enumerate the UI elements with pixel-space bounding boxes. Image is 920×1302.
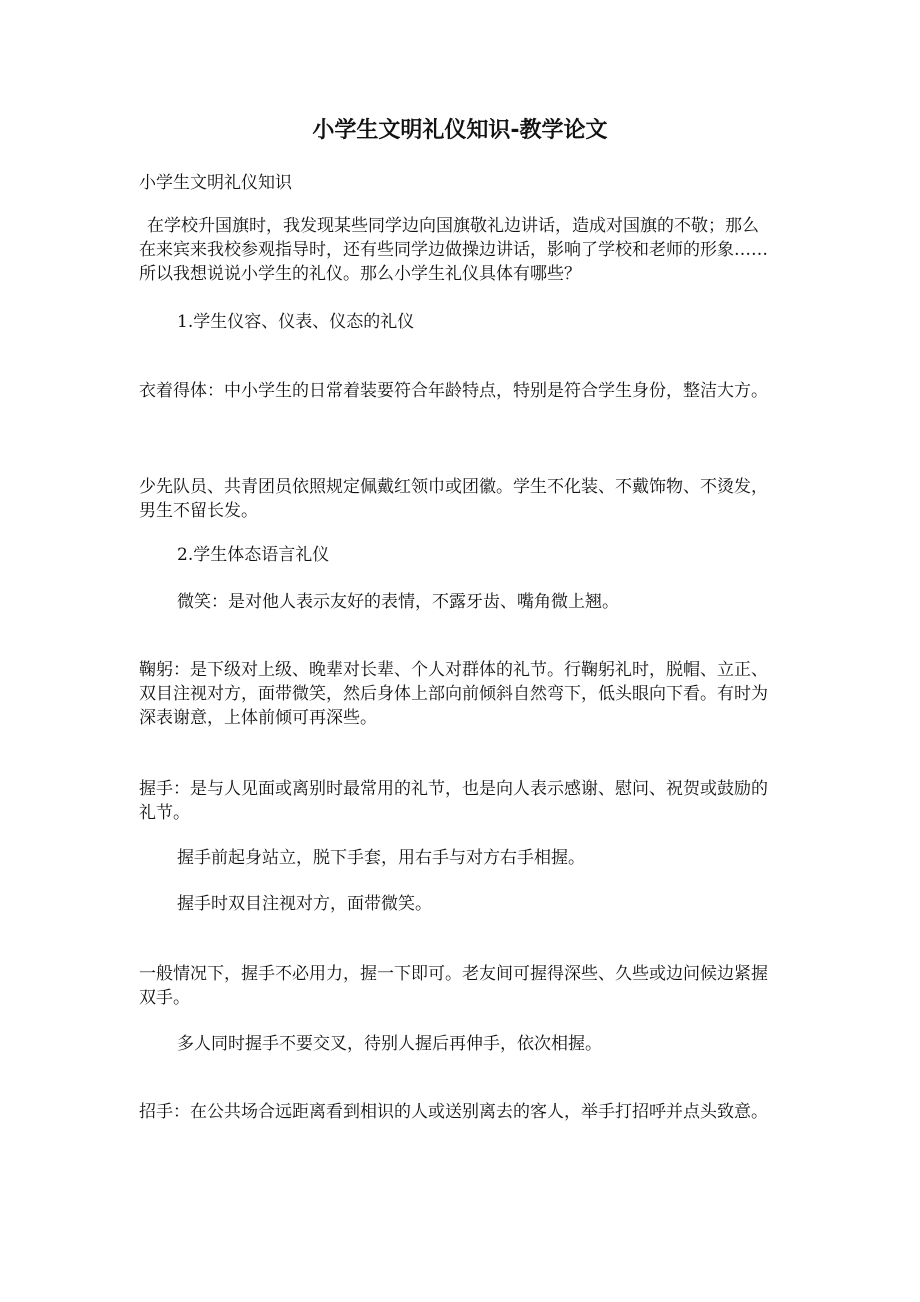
paragraph-bow: 鞠躬：是下级对上级、晚辈对长辈、个人对群体的礼节。行鞠躬礼时，脱帽、立正、双目注视对方，面带微笑，然后身体上部向前倾斜自然弯下，低头眼向下看。有时为深表谢意，上体前倾可再深些。 xyxy=(139,660,768,728)
paragraph-subtitle: 小学生文明礼仪知识 xyxy=(139,173,292,193)
section-heading-appearance: 1.学生仪容、仪表、仪态的礼仪 xyxy=(177,312,415,332)
paragraph-handshake: 握手：是与人见面或离别时最常用的礼节，也是向人表示感谢、慰问、祝贺或鼓励的礼节。 xyxy=(139,779,768,823)
paragraph-scarf: 少先队员、共青团员依照规定佩戴红领巾或团徽。学生不化装、不戴饰物、不烫发，男生不留长发。 xyxy=(139,477,768,521)
paragraph-handshake-eyes: 握手时双目注视对方，面带微笑。 xyxy=(177,894,432,914)
paragraph-intro: 在学校升国旗时，我发现某些同学边向国旗敬礼边讲话，造成对国旗的不敬；那么在来宾来我校参观指导时，还有些同学边做操边讲话，影响了学校和老师的形象……所以我想说说小学生的礼仪。那么小学生礼仪具体有哪些？ xyxy=(139,216,768,284)
section-heading-body-language: 2.学生体态语言礼仪 xyxy=(177,545,330,565)
paragraph-smile: 微笑：是对他人表示友好的表情，不露牙齿、嘴角微上翘。 xyxy=(177,592,619,612)
paragraph-handshake-stand: 握手前起身站立，脱下手套，用右手与对方右手相握。 xyxy=(177,848,585,868)
paragraph-wave: 招手：在公共场合远距离看到相识的人或送别离去的客人，举手打招呼并点头致意。 xyxy=(139,1102,768,1122)
paragraph-clothing: 衣着得体：中小学生的日常着装要符合年龄特点，特别是符合学生身份，整洁大方。 xyxy=(139,381,768,401)
paragraph-handshake-force: 一般情况下，握手不必用力，握一下即可。老友间可握得深些、久些或边问候边紧握双手。 xyxy=(139,964,768,1008)
document-title: 小学生文明礼仪知识-教学论文 xyxy=(312,118,608,143)
paragraph-handshake-multiple: 多人同时握手不要交叉，待别人握后再伸手，依次相握。 xyxy=(177,1034,602,1054)
